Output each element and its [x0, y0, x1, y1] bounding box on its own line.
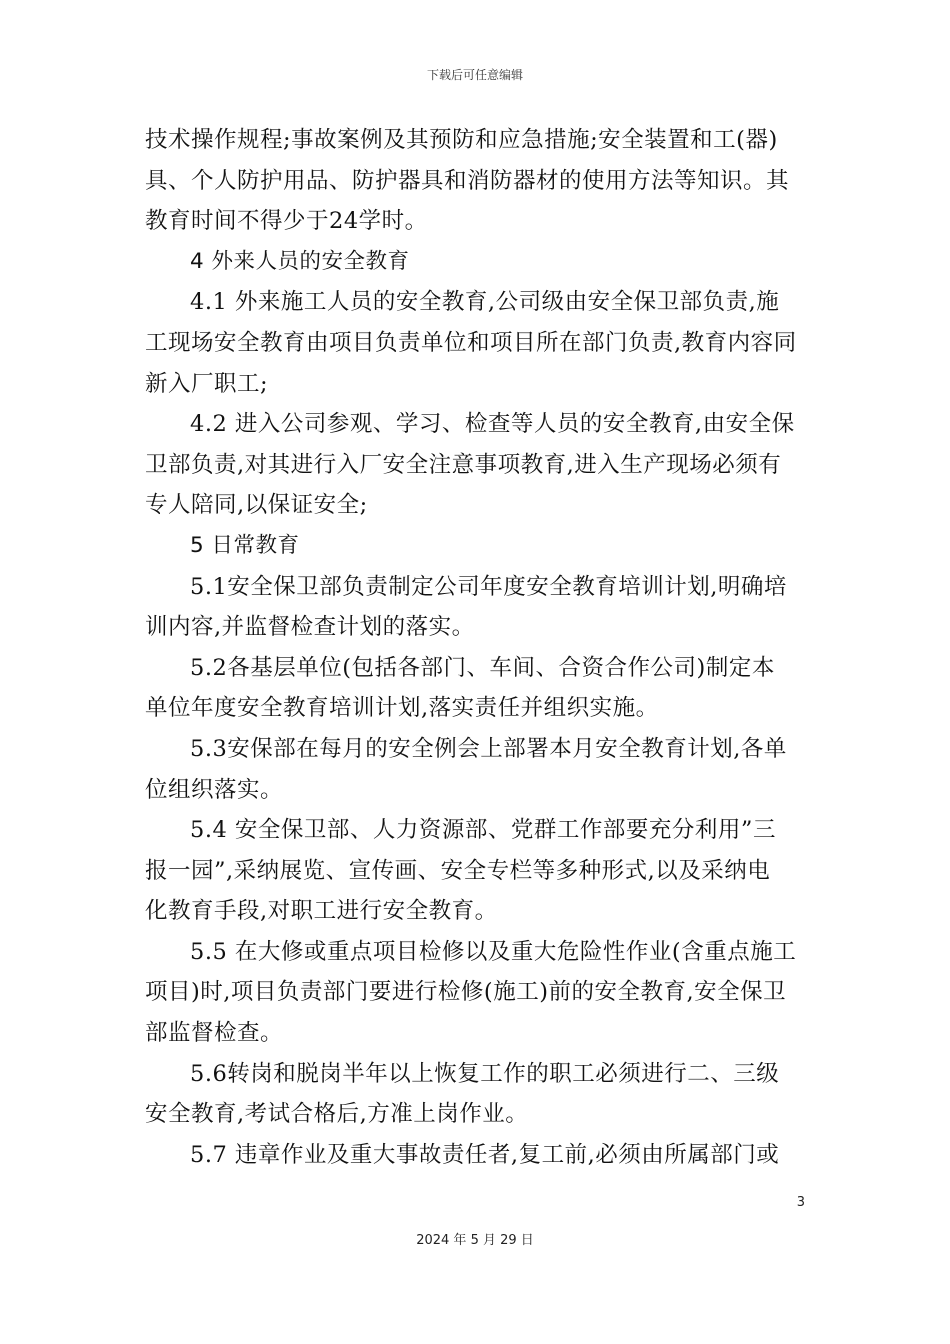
text-line: 位组织落实。 [145, 776, 284, 803]
section-heading: 4 外来人员的安全教育 [190, 248, 410, 274]
section-heading: 5 日常教育 [190, 532, 300, 558]
text-line: 5.3安保部在每月的安全例会上部署本月安全教育计划,各单 [190, 735, 787, 762]
text-line: 新入厂职工; [145, 370, 269, 397]
text-line: 5.7 违章作业及重大事故责任者,复工前,必须由所属部门或 [190, 1141, 780, 1168]
text-line: 单位年度安全教育培训计划,落实责任并组织实施。 [145, 695, 659, 722]
text-line: 卫部负责,对其进行入厂安全注意事项教育,进入生产现场必须有 [145, 451, 782, 478]
text-line: 报一园”,采纳展览、宣传画、安全专栏等多种形式,以及采纳电 [145, 857, 771, 884]
text-line: 技术操作规程;事故案例及其预防和应急措施;安全装置和工(器) [145, 127, 778, 153]
text-line: 项目)时,项目负责部门要进行检修(施工)前的安全教育,安全保卫 [145, 979, 787, 1006]
text-line: 5.6转岗和脱岗半年以上恢复工作的职工必须进行二、三级 [190, 1060, 780, 1087]
text-line: 5.2各基层单位(包括各部门、车间、合资合作公司)制定本 [190, 654, 775, 681]
text-line: 工现场安全教育由项目负责单位和项目所在部门负责,教育内容同 [145, 329, 797, 356]
text-line: 5.5 在大修或重点项目检修以及重大危险性作业(含重点施工 [190, 938, 797, 965]
text-line: 4.2 进入公司参观、学习、检查等人员的安全教育,由安全保 [190, 411, 795, 438]
text-line: 教育时间不得少于24学时。 [145, 208, 428, 235]
page-footer-date: 2024 年 5 月 29 日 [416, 1233, 534, 1248]
text-line: 5.4 安全保卫部、人力资源部、党群工作部要充分利用”三 [190, 817, 776, 844]
document-body [145, 120, 807, 1175]
text-line: 部监督检查。 [145, 1020, 284, 1047]
text-line: 专人陪同,以保证安全; [145, 492, 368, 519]
text-line: 4.1 外来施工人员的安全教育,公司级由安全保卫部负责,施 [190, 289, 780, 316]
text-line: 安全教育,考试合格后,方准上岗作业。 [145, 1101, 529, 1128]
text-line: 具、个人防护用品、防护器具和消防器材的使用方法等知识。其 [145, 167, 790, 194]
page-number: 3 [796, 1195, 805, 1210]
page-header: 下载后可任意编辑 [426, 68, 523, 82]
text-line: 训内容,并监督检查计划的落实。 [145, 614, 475, 641]
text-line: 化教育手段,对职工进行安全教育。 [145, 898, 498, 925]
text-line: 5.1安全保卫部负责制定公司年度安全教育培训计划,明确培 [190, 573, 787, 600]
